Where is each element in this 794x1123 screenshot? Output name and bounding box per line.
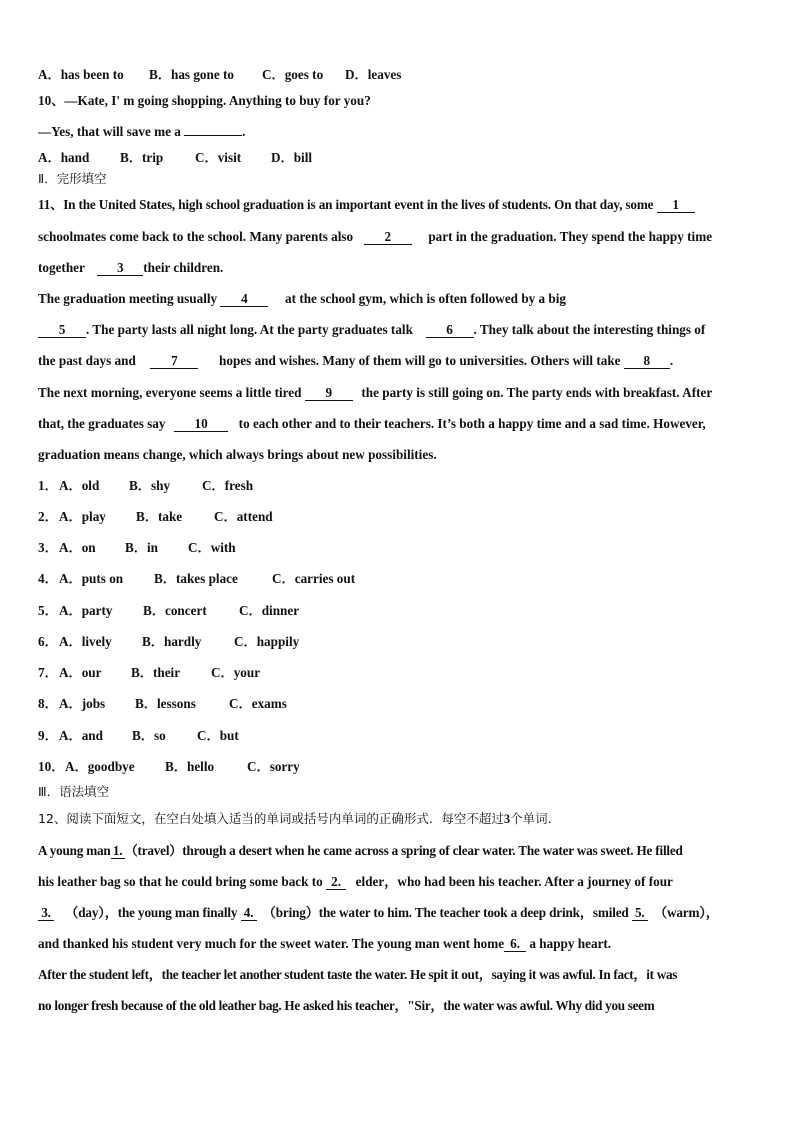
q12-text: （warm）， [653, 905, 719, 920]
choice-b: B．in [125, 540, 158, 555]
q12-blank-4: 4. [241, 905, 257, 921]
choice-number: 1． [38, 478, 58, 493]
q12-instr-number: 3 [503, 812, 511, 826]
choice-a: A．old [59, 478, 100, 493]
q9-option-a: A．has been to [38, 67, 124, 82]
choice-b: B．lessons [135, 696, 196, 711]
choice-a: A．party [59, 603, 113, 618]
choice-number: 3． [38, 540, 58, 555]
q11-line-3 [38, 259, 764, 277]
q12-blank-3: 3. [38, 905, 54, 921]
choice-number: 9． [38, 728, 58, 743]
q11-text: hopes and wishes. Many of them will go to universities. Others will take [219, 353, 621, 368]
q11-line-1 [38, 196, 764, 214]
choice-row-5 [38, 602, 764, 620]
q11-text: at the school gym, which is often followed by a big [285, 291, 567, 306]
q11-line-6 [38, 352, 764, 370]
choice-c: C．but [197, 728, 239, 743]
q12-text: elder，who had been his teacher. After a journey of four [355, 874, 673, 889]
q11-blank-3: 3 [97, 260, 143, 276]
q12-instructions [38, 810, 764, 828]
q11-line-8 [38, 415, 764, 433]
q11-text: The next morning, everyone seems a little tired [38, 385, 302, 400]
q11-text: . They talk about the interesting things of [473, 322, 706, 337]
q11-blank-10: 10 [174, 416, 228, 432]
q12-line-1 [38, 842, 764, 860]
choice-c: C．dinner [239, 603, 300, 618]
section-3-title: Ⅲ．语法填空 [38, 784, 110, 799]
q12-instr-text: 12、阅读下面短文，在空白处填入适当的单词或括号内单词的正确形式．每空不超过 [38, 811, 504, 826]
q11-text: to each other and to their teachers. It’s both a happy time and a sad time. However, [238, 416, 706, 431]
choice-b: B．shy [129, 478, 171, 493]
choice-a: A．goodbye [65, 759, 135, 774]
q11-text: the party is still going on. The party ends with breakfast. After [361, 385, 713, 400]
q11-text: The graduation meeting usually [38, 291, 218, 306]
q11-blank-2: 2 [364, 229, 412, 245]
q12-text: （day），the young man finally [65, 905, 238, 920]
choice-row-2 [38, 508, 764, 526]
q12-text: （travel）through a desert when he came across a spring of clear water. The water was sweet. He filled [124, 843, 683, 858]
q11-text: that, the graduates say [38, 416, 166, 431]
q11-text: 11、In the United States, high school graduation is an important event in the lives of students. On that day, some [38, 197, 654, 212]
q12-line-2 [38, 873, 764, 891]
q11-blank-5: 5 [38, 322, 86, 338]
q11-line-9: graduation means change, which always brings about new possibilities. [38, 447, 437, 462]
q11-blank-9: 9 [305, 385, 353, 401]
q10-option-d: D．bill [271, 150, 313, 165]
choice-b: B．take [136, 509, 183, 524]
choice-number: 8． [38, 696, 58, 711]
choice-c: C．exams [229, 696, 287, 711]
choice-c: C．attend [214, 509, 273, 524]
choice-a: A．lively [59, 634, 112, 649]
q10-option-b: B．trip [120, 150, 164, 165]
choice-row-10 [38, 758, 764, 776]
choice-b: B．so [132, 728, 166, 743]
choice-a: A．play [59, 509, 106, 524]
choice-c: C．carries out [272, 571, 356, 586]
choice-number: 10． [38, 759, 65, 774]
choice-a: A．and [59, 728, 103, 743]
choice-b: B．hardly [142, 634, 202, 649]
q10-answer-pre: —Yes, that will save me a [38, 124, 181, 139]
choice-row-4 [38, 570, 764, 588]
choice-number: 2． [38, 509, 58, 524]
q12-text: and thanked his student very much for the sweet water. The young man went home [38, 936, 505, 951]
choice-number: 7． [38, 665, 58, 680]
q10-answer-post: . [242, 124, 246, 139]
choice-c: C．happily [234, 634, 300, 649]
q10-options [38, 149, 764, 167]
q12-blank-6: 6. [504, 936, 526, 952]
q10-option-a: A．hand [38, 150, 90, 165]
choice-a: A．jobs [59, 696, 106, 711]
q11-blank-4: 4 [220, 291, 268, 307]
q12-blank-5: 5. [632, 905, 648, 921]
choice-row-9 [38, 727, 764, 745]
choice-a: A．on [59, 540, 96, 555]
choice-number: 6． [38, 634, 58, 649]
choice-a: A．our [59, 665, 102, 680]
q11-blank-8: 8 [624, 353, 670, 369]
q10-answer-line [38, 123, 764, 141]
section-2-title: Ⅱ．完形填空 [38, 171, 107, 186]
choice-c: C．fresh [202, 478, 254, 493]
choice-b: B．concert [143, 603, 207, 618]
q11-text: part in the graduation. They spend the happy time [428, 229, 713, 244]
q11-line-4 [38, 290, 764, 308]
choice-c: C．sorry [247, 759, 300, 774]
q11-text: together [38, 260, 85, 275]
q12-text: （bring）the water to him. The teacher took a deep drink，smiled [262, 905, 629, 920]
choice-number: 4． [38, 571, 58, 586]
q12-line-4 [38, 935, 764, 953]
choice-c: C．with [188, 540, 236, 555]
choice-a: A．puts on [59, 571, 124, 586]
q11-line-5 [38, 321, 764, 339]
q9-option-c: C．goes to [262, 67, 324, 82]
choice-row-1 [38, 477, 764, 495]
q11-text: their children. [143, 260, 224, 275]
q9-options [38, 66, 764, 84]
q12-text: his leather bag so that he could bring some back to [38, 874, 323, 889]
q9-option-d: D．leaves [345, 67, 402, 82]
choice-c: C．your [211, 665, 261, 680]
choice-number: 5． [38, 603, 58, 618]
q10-question: 10、—Kate, I' m going shopping. Anything to buy for you? [38, 93, 371, 108]
q11-line-2 [38, 228, 764, 246]
choice-row-7 [38, 664, 764, 682]
choice-b: B．takes place [154, 571, 238, 586]
q11-blank-7: 7 [150, 353, 198, 369]
q9-option-b: B．has gone to [149, 67, 234, 82]
q11-blank-6: 6 [426, 322, 474, 338]
q12-text: a happy heart. [529, 936, 612, 951]
choice-row-3 [38, 539, 764, 557]
choice-b: B．hello [165, 759, 215, 774]
q11-blank-1: 1 [657, 197, 695, 213]
q11-text: . The party lasts all night long. At the party graduates talk [86, 322, 413, 337]
q11-text: . [669, 353, 674, 368]
q12-instr-text: 个单词． [510, 811, 561, 826]
q12-line-5: After the student left，the teacher let another student taste the water. He spit it out，saying it was awful. In fact，it was [38, 967, 678, 982]
q10-option-c: C．visit [195, 150, 242, 165]
q10-blank [184, 135, 242, 136]
q12-text: A young man [38, 843, 111, 858]
q12-line-3 [38, 904, 764, 922]
q12-line-6: no longer fresh because of the old leather bag. He asked his teacher，"Sir，the water was awful. Why did you seem [38, 998, 655, 1013]
q11-text: schoolmates come back to the school. Many parents also [38, 229, 354, 244]
choice-row-8 [38, 695, 764, 713]
q12-blank-1: 1. [111, 843, 125, 859]
choice-b: B．their [131, 665, 181, 680]
q12-blank-2: 2. [326, 874, 346, 890]
q11-text: the past days and [38, 353, 136, 368]
q11-line-7 [38, 384, 764, 402]
choice-row-6 [38, 633, 764, 651]
